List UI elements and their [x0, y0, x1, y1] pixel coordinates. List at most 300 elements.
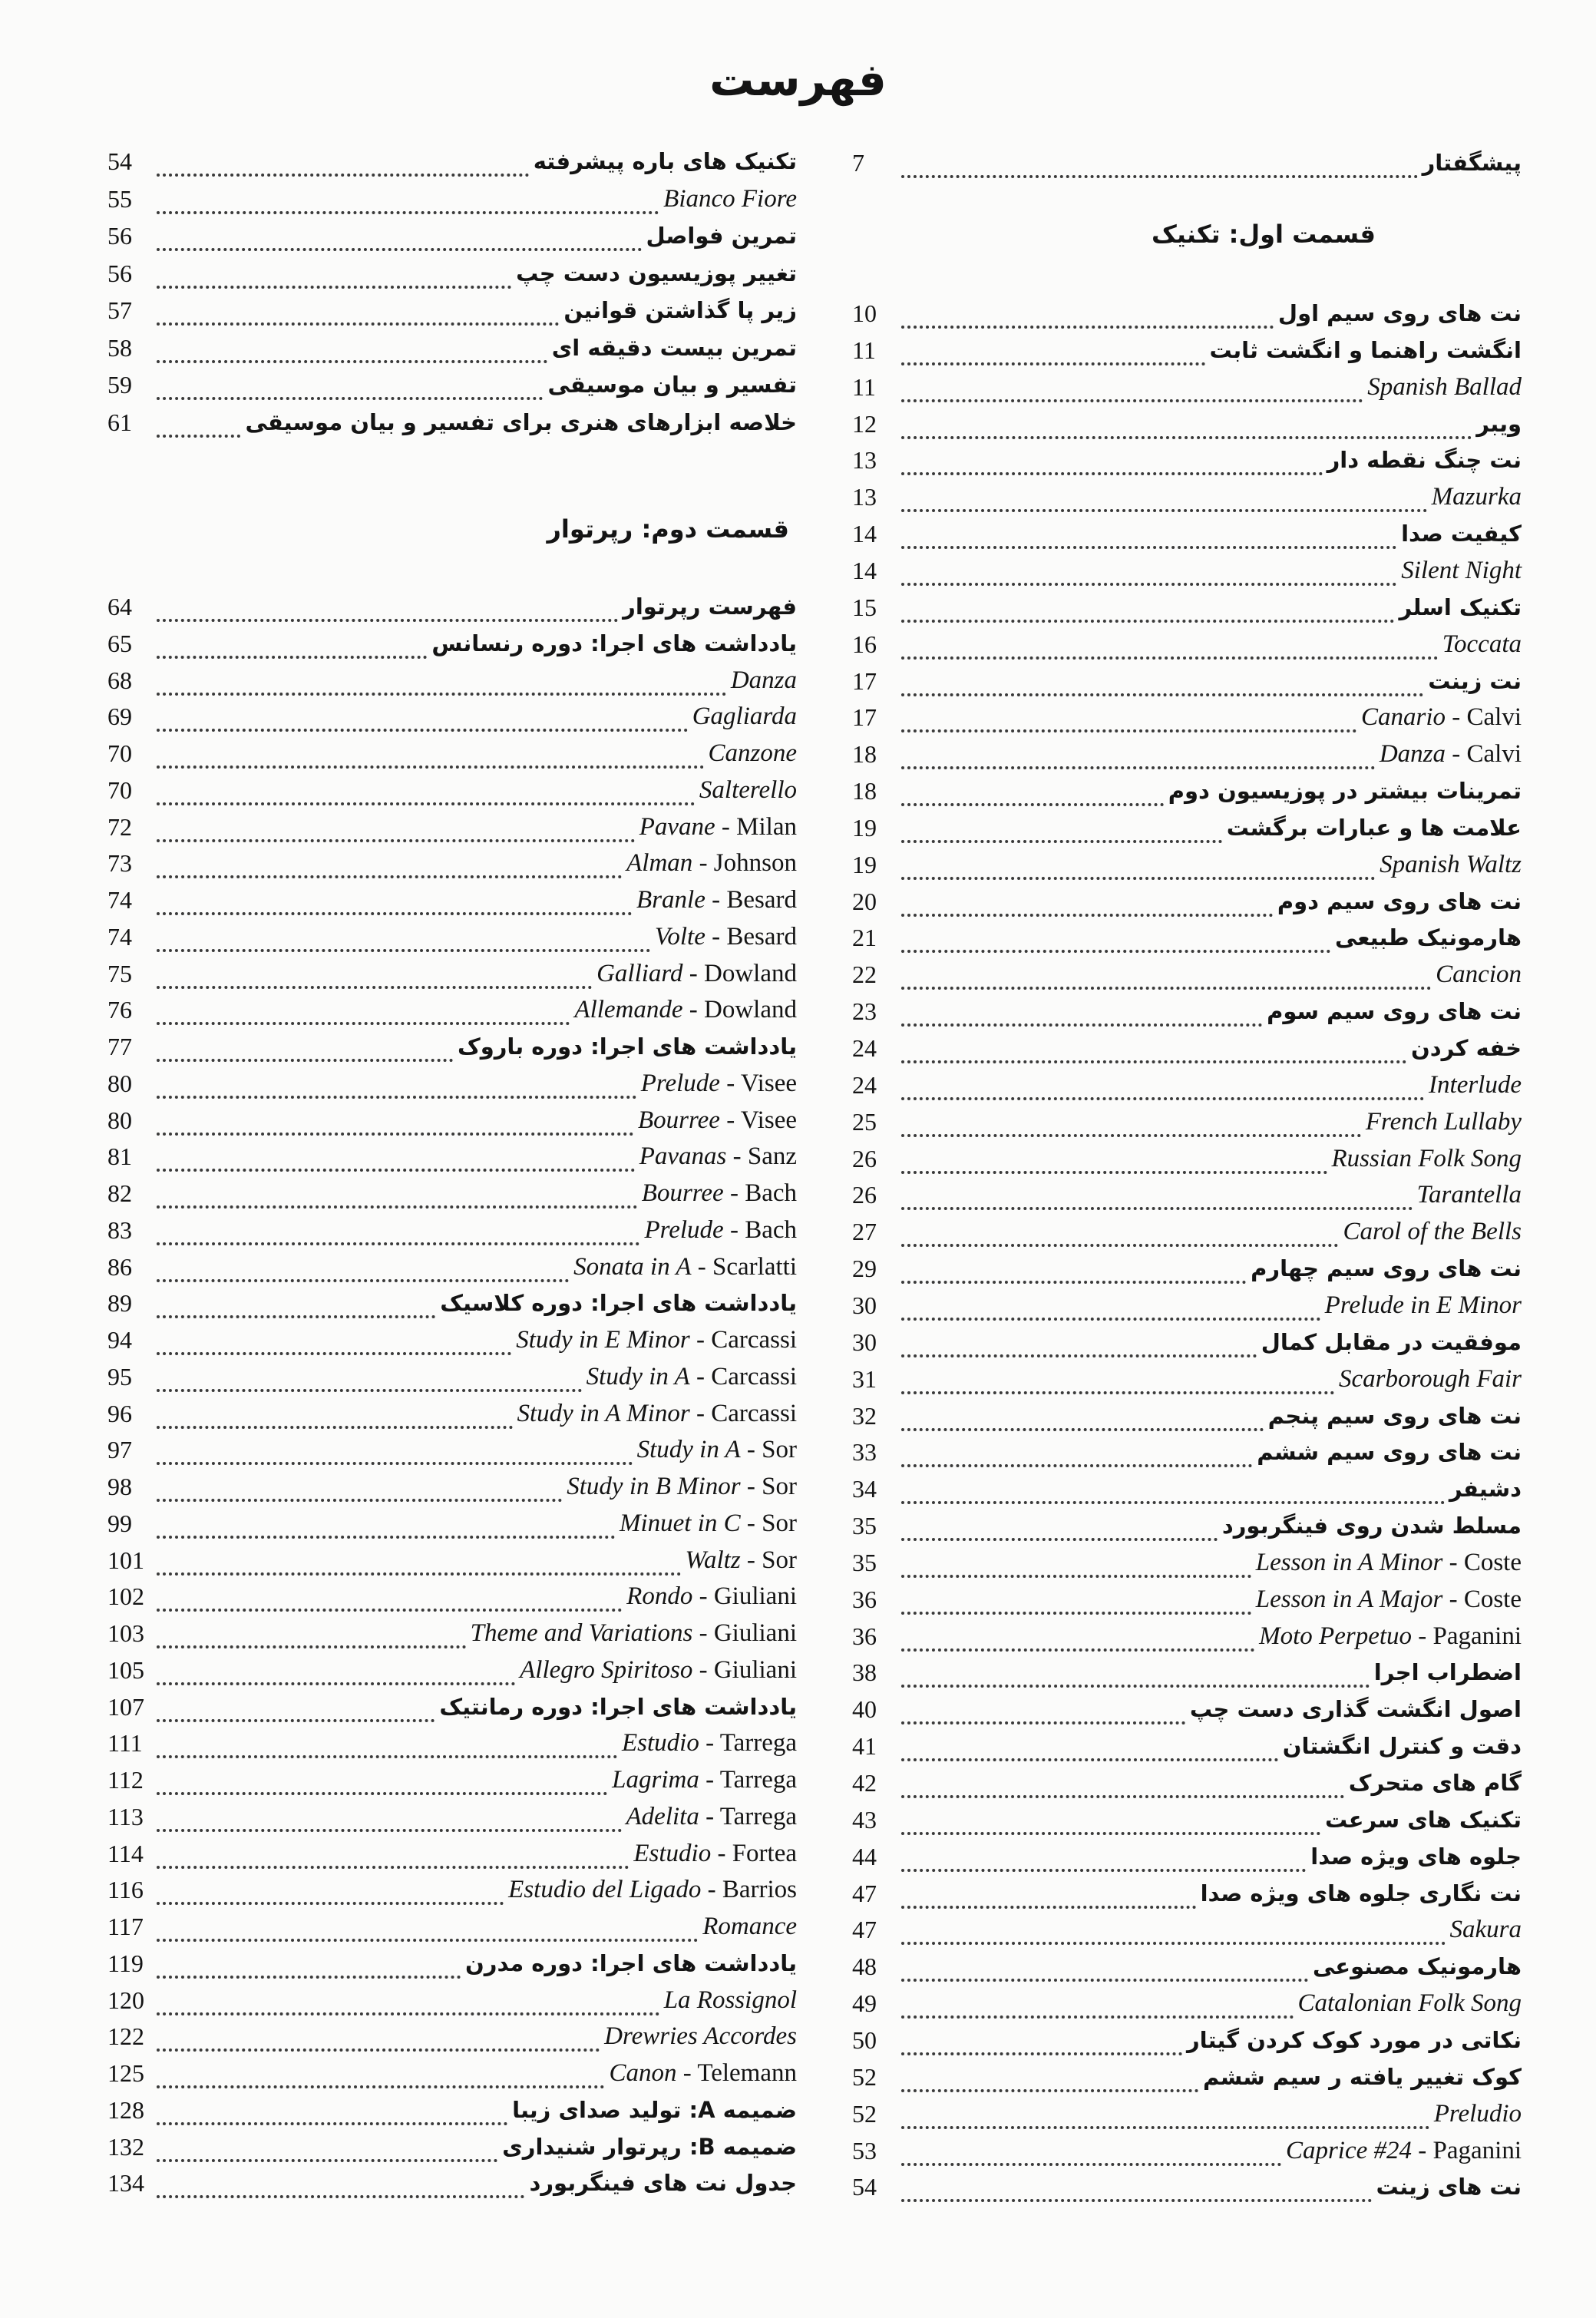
toc-page-number: 43	[852, 1805, 877, 1834]
toc-entry	[107, 918, 797, 952]
dot-leader	[157, 295, 559, 326]
toc-entry	[107, 255, 797, 289]
toc-entry	[107, 1248, 797, 1282]
dot-leader	[901, 1179, 1413, 1210]
toc-entry-title: یادداشت های اجرا: دوره رمانتیک	[439, 1693, 797, 1720]
composer-name: - Milan	[715, 812, 797, 841]
toc-entry	[852, 2168, 1522, 2202]
toc-page-number: 70	[107, 739, 132, 767]
toc-entry	[107, 1285, 797, 1318]
toc-entry-title: تمرین فواصل	[646, 223, 797, 249]
toc-entry	[107, 588, 797, 622]
toc-entry-title	[655, 921, 797, 952]
dot-leader	[901, 1951, 1308, 1982]
dot-leader	[901, 739, 1375, 769]
piece-title: Study in A	[636, 1436, 741, 1464]
dot-leader	[901, 1437, 1252, 1467]
piece-title: Lesson in A Minor	[1255, 1548, 1443, 1576]
dot-leader	[901, 445, 1323, 475]
piece-title: Gagliarda	[692, 703, 797, 731]
dot-leader	[901, 408, 1472, 439]
composer-name: - Sor	[740, 1509, 797, 1537]
toc-page-number: 26	[852, 1181, 877, 1209]
toc-entry	[107, 845, 797, 878]
toc-entry	[107, 2128, 797, 2162]
dot-leader	[157, 146, 529, 177]
toc-entry-title: کیفیت صدا	[1401, 521, 1522, 547]
toc-page-number: 47	[852, 1916, 877, 1944]
toc-entry-title	[1367, 372, 1522, 402]
toc-entry-title	[642, 1178, 797, 1209]
toc-entry-title	[1332, 1143, 1522, 1174]
piece-title: Pavane	[639, 812, 715, 841]
toc-entry-title	[639, 1141, 797, 1172]
toc-page-number: 29	[852, 1255, 877, 1283]
toc-entry	[852, 626, 1522, 660]
toc-page-number: 24	[852, 1070, 877, 1099]
toc-page-number: 53	[852, 2136, 877, 2164]
dot-leader	[901, 555, 1396, 586]
toc-entry	[107, 292, 797, 326]
piece-title: Bourree	[641, 1179, 724, 1207]
dot-leader	[157, 885, 632, 915]
toc-page-number: 76	[107, 996, 132, 1024]
toc-page-number: 132	[107, 2132, 144, 2161]
toc-page-number: 49	[852, 1989, 877, 2018]
toc-entry	[852, 1948, 1522, 1982]
piece-title: Minuet in C	[620, 1509, 741, 1537]
dot-leader	[901, 1988, 1294, 2019]
toc-page-number: 80	[107, 1069, 132, 1097]
toc-entry	[107, 1688, 797, 1722]
dot-leader	[157, 1655, 515, 1685]
toc-entry-title: جلوه های ویژه صدا	[1310, 1843, 1522, 1870]
toc-page-number: 17	[852, 703, 877, 732]
toc-entry	[107, 1431, 797, 1465]
composer-name: - Scarlatti	[691, 1252, 797, 1281]
toc-entry	[107, 1652, 797, 1685]
dot-leader	[901, 1070, 1424, 1100]
toc-page-number: 38	[852, 1658, 877, 1687]
toc-entry-title	[574, 994, 797, 1025]
piece-title: Danza	[730, 666, 797, 694]
toc-entry-title	[1442, 629, 1522, 660]
composer-name: - Coste	[1442, 1548, 1522, 1576]
toc-entry	[852, 478, 1522, 512]
piece-title: Russian Folk Song	[1331, 1144, 1522, 1172]
toc-entry-title: یادداشت های اجرا: دوره مدرن	[465, 1949, 797, 1976]
toc-entry-title	[516, 1324, 797, 1355]
toc-entry	[852, 144, 1522, 178]
toc-page-number: 97	[107, 1436, 132, 1464]
piece-title: Toccata	[1442, 630, 1522, 658]
toc-entry-title	[626, 848, 797, 878]
toc-entry	[852, 1066, 1522, 1100]
dot-leader	[157, 1545, 681, 1576]
toc-page-number: 18	[852, 740, 877, 769]
toc-entry-title: ویبر	[1476, 410, 1522, 437]
toc-entry-title: یادداشت های اجرا: دوره باروک	[458, 1033, 797, 1060]
toc-entry-title	[471, 1618, 797, 1648]
toc-entry-title: ضمیمه B: رپرتوار شنیداری	[502, 2133, 797, 2160]
toc-entry-title	[1259, 1621, 1522, 1652]
toc-entry-title	[573, 1252, 797, 1282]
piece-title: Tarantella	[1416, 1181, 1522, 1209]
dot-leader	[901, 1473, 1445, 1504]
composer-name: - Giuliani	[692, 1619, 797, 1647]
piece-title: Branle	[636, 886, 705, 914]
toc-page-number: 36	[852, 1585, 877, 1613]
toc-page-number: 107	[107, 1692, 144, 1721]
composer-name: - Paganini	[1412, 2136, 1522, 2164]
toc-entry-title	[664, 1985, 797, 2015]
dot-leader	[157, 1838, 629, 1869]
toc-entry-title	[1434, 2098, 1522, 2129]
dot-leader	[901, 518, 1396, 549]
toc-page-number: 50	[852, 2025, 877, 2054]
composer-name: - Carcassi	[689, 1326, 797, 1354]
toc-entry-title: نت های روی سیم اول	[1277, 300, 1522, 326]
toc-entry	[852, 1838, 1522, 1872]
toc-page-number: 74	[107, 922, 132, 951]
composer-name: - Barrios	[701, 1876, 797, 1904]
dot-leader	[901, 849, 1375, 880]
piece-title: Prelude	[644, 1215, 724, 1244]
toc-page-number: 83	[107, 1215, 132, 1244]
toc-entry	[107, 366, 797, 400]
dot-leader	[901, 1327, 1257, 1357]
toc-entry	[852, 1140, 1522, 1174]
toc-page-number: 116	[107, 1876, 144, 1904]
toc-entry	[107, 1798, 797, 1832]
toc-entry	[107, 1358, 797, 1392]
toc-entry	[107, 991, 797, 1025]
composer-name: - Bach	[723, 1215, 797, 1244]
toc-entry-title	[709, 738, 798, 769]
dot-leader	[157, 1985, 659, 2015]
dot-leader	[157, 407, 240, 438]
toc-entry	[852, 1875, 1522, 1909]
toc-entry	[852, 1691, 1522, 1724]
toc-entry-title: نت های روی سیم سوم	[1267, 998, 1522, 1025]
toc-entry-title	[1343, 1216, 1522, 1247]
toc-entry-title: یادداشت های اجرا: دوره رنسانس	[431, 630, 797, 656]
piece-title: French Lullaby	[1365, 1107, 1522, 1136]
toc-entry	[852, 1176, 1522, 1210]
composer-name: - Tarrega	[699, 1802, 797, 1830]
toc-entry	[107, 1578, 797, 1612]
toc-page-number: 54	[852, 2173, 877, 2201]
toc-entry	[852, 515, 1522, 549]
dot-leader	[157, 665, 726, 696]
piece-title: Interlude	[1429, 1070, 1522, 1099]
toc-entry	[852, 1103, 1522, 1137]
dot-leader	[157, 184, 659, 214]
dot-leader	[901, 1400, 1264, 1431]
toc-entry-title	[1361, 702, 1522, 732]
toc-entry-title: نت های روی سیم ششم	[1257, 1439, 1522, 1466]
composer-name: - Sor	[740, 1473, 797, 1500]
piece-title: Bourree	[638, 1106, 720, 1134]
toc-entry-title: خفه کردن	[1411, 1035, 1522, 1061]
toc-entry-title	[622, 1728, 797, 1758]
toc-page-number: 134	[107, 2169, 144, 2197]
toc-entry-title	[641, 1068, 797, 1099]
piece-title: Allegro Spiritoso	[520, 1655, 693, 1684]
piece-title: Prelude in E Minor	[1324, 1291, 1522, 1319]
toc-entry	[107, 1908, 797, 1942]
toc-entry-title	[699, 775, 797, 805]
toc-page-number: 21	[852, 924, 877, 952]
dot-leader	[157, 1801, 622, 1832]
toc-entry-title: دقت و کنترل انگشتان	[1282, 1733, 1522, 1760]
dot-leader	[901, 1878, 1196, 1909]
dot-leader	[157, 1691, 435, 1722]
composer-name: - Calvi	[1446, 703, 1522, 732]
toc-entry	[107, 881, 797, 915]
toc-entry-title	[1286, 2135, 1522, 2166]
toc-entry	[107, 1212, 797, 1245]
dot-leader	[901, 1143, 1327, 1174]
toc-entry-title: تغییر پوزیسیون دست چپ	[516, 260, 797, 286]
toc-entry	[107, 217, 797, 251]
toc-entry-title: تکنیک اسلر	[1399, 594, 1522, 620]
toc-page-number: 74	[107, 886, 132, 914]
toc-page-number: 20	[852, 887, 877, 915]
toc-page-number: 99	[107, 1509, 132, 1537]
toc-entry-title: نت های روی سیم پنجم	[1267, 1402, 1522, 1429]
piece-title: Silent Night	[1401, 556, 1522, 584]
toc-entry-title	[626, 1581, 797, 1612]
toc-page-number: 68	[107, 666, 132, 694]
toc-entry-title	[1450, 1914, 1522, 1945]
toc-page-number: 105	[107, 1655, 144, 1684]
dot-leader	[157, 2168, 524, 2198]
dot-leader	[901, 1767, 1344, 1798]
toc-entry-title	[644, 1215, 797, 1245]
toc-entry-title: انگشت راهنما و انگشت ثابت	[1209, 336, 1522, 363]
toc-page-number: 52	[852, 2099, 877, 2128]
toc-entry-title: موفقیت در مقابل کمال	[1261, 1328, 1522, 1355]
composer-name: - Sor	[740, 1436, 797, 1464]
toc-entry-title	[609, 2058, 797, 2088]
toc-page-number: 72	[107, 812, 132, 841]
dot-leader	[901, 959, 1431, 990]
toc-entry-title	[633, 1838, 797, 1869]
toc-entry-title	[638, 1105, 797, 1136]
dot-leader	[157, 1911, 698, 1942]
dot-leader	[157, 1215, 639, 1245]
toc-entry-title: ضمیمه A: تولید صدای زیبا	[512, 2096, 797, 2123]
dot-leader	[157, 738, 704, 769]
toc-entry-title: علامت ها و عبارات برگشت	[1226, 814, 1522, 841]
toc-entry-title	[1339, 1364, 1522, 1394]
toc-entry-title	[1436, 959, 1522, 990]
toc-entry-title: نت های روی سیم چهارم	[1251, 1255, 1522, 1282]
piece-title: Canario	[1360, 703, 1446, 732]
toc-entry	[107, 1871, 797, 1905]
toc-entry-title: تمرین بیست دقیقه ای	[551, 334, 797, 361]
dot-leader	[157, 848, 622, 878]
toc-entry	[852, 1287, 1522, 1321]
dot-leader	[157, 369, 543, 400]
toc-page-number: 77	[107, 1033, 132, 1060]
toc-page-number: 36	[852, 1622, 877, 1650]
dot-leader	[157, 1252, 569, 1282]
toc-entry	[107, 735, 797, 769]
composer-name: - Besard	[705, 886, 797, 914]
dot-leader	[157, 1398, 513, 1429]
piece-title: Sonata in A	[573, 1252, 692, 1281]
toc-entry-title	[663, 184, 797, 214]
piece-title: Study in A Minor	[517, 1399, 690, 1427]
dot-leader	[901, 592, 1394, 623]
toc-entry-title: زیر پا گذاشتن قوانین	[563, 297, 797, 323]
toc-entry	[852, 2095, 1522, 2129]
piece-title: Estudio	[621, 1729, 699, 1758]
dot-leader	[901, 702, 1356, 732]
toc-entry	[852, 663, 1522, 696]
dot-leader	[901, 1364, 1334, 1394]
dot-leader	[157, 1324, 511, 1355]
piece-title: La Rossignol	[663, 1986, 797, 2014]
toc-entry	[107, 1505, 797, 1539]
toc-entry-title: خلاصه ابزارهای هنری برای تفسیر و بیان موسیقی	[245, 408, 797, 435]
dot-leader	[157, 1728, 617, 1758]
toc-entry	[107, 1102, 797, 1136]
piece-title: Lesson in A Major	[1255, 1585, 1443, 1613]
composer-name: - Carcassi	[689, 1399, 797, 1427]
toc-entry-title	[596, 958, 797, 989]
toc-entry	[107, 143, 797, 177]
toc-entry	[107, 662, 797, 696]
toc-entry	[852, 1507, 1522, 1541]
toc-page-number: 56	[107, 259, 132, 287]
composer-name: - Visee	[719, 1106, 797, 1134]
toc-page-number: 122	[107, 2022, 144, 2051]
toc-page-number: 89	[107, 1289, 132, 1318]
toc-entry-title: هارمونیک مصنوعی	[1312, 1953, 1522, 1980]
dot-leader	[901, 1804, 1320, 1835]
toc-page-number: 27	[852, 1218, 877, 1246]
toc-page-number: 31	[852, 1364, 877, 1393]
toc-entry	[852, 2058, 1522, 2092]
dot-leader	[157, 1361, 582, 1392]
dot-leader	[157, 1471, 562, 1502]
dot-leader	[901, 335, 1205, 365]
dot-leader	[157, 1031, 453, 1062]
toc-page-number: 81	[107, 1142, 132, 1171]
toc-page-number: 61	[107, 408, 132, 436]
toc-entry	[107, 2164, 797, 2198]
toc-page-number: 64	[107, 593, 132, 620]
dot-leader	[901, 2171, 1372, 2202]
toc-entry	[852, 1361, 1522, 1394]
toc-entry-title: تمرینات بیشتر در پوزیسیون دوم	[1168, 778, 1522, 805]
toc-page-number: 125	[107, 2059, 144, 2087]
dot-leader	[901, 1621, 1254, 1652]
toc-page-number: 30	[852, 1291, 877, 1319]
toc-page-number: 57	[107, 296, 132, 324]
toc-entry-title	[567, 1471, 797, 1502]
dot-leader	[157, 2131, 497, 2162]
toc-page-number: 103	[107, 1619, 144, 1647]
toc-entry-title	[1325, 1290, 1522, 1321]
toc-page-number: 59	[107, 371, 132, 398]
toc-entry-title	[1256, 1547, 1522, 1578]
piece-title: Volte	[654, 922, 705, 951]
toc-entry	[107, 1321, 797, 1355]
toc-entry	[852, 772, 1522, 806]
piece-title: Salterello	[699, 775, 797, 804]
piece-title: Carol of the Bells	[1343, 1218, 1522, 1246]
toc-page-number: 33	[852, 1438, 877, 1467]
dot-leader	[901, 666, 1423, 696]
piece-title: Spanish Ballad	[1367, 372, 1522, 401]
toc-entry	[852, 1801, 1522, 1835]
toc-entry	[107, 955, 797, 989]
toc-page-number: 42	[852, 1769, 877, 1797]
piece-title: Caprice #24	[1285, 2136, 1413, 2164]
piece-title: Preludio	[1433, 2099, 1522, 2128]
toc-entry	[852, 1470, 1522, 1504]
toc-entry-title	[702, 1911, 797, 1942]
toc-page-number: 41	[852, 1732, 877, 1761]
toc-page-number: 11	[852, 336, 876, 364]
toc-entry	[852, 1618, 1522, 1652]
piece-title: Study in B Minor	[567, 1473, 741, 1500]
composer-name: - Besard	[705, 922, 797, 951]
piece-title: Canon	[609, 2059, 677, 2087]
dot-leader	[157, 2058, 604, 2088]
piece-title: Danza	[1379, 740, 1446, 769]
toc-page-number: 58	[107, 333, 132, 362]
dot-leader	[157, 1874, 504, 1905]
toc-page-number: 75	[107, 959, 132, 987]
dot-leader	[157, 332, 547, 363]
toc-page-number: 95	[107, 1362, 132, 1390]
toc-entry	[852, 809, 1522, 843]
piece-title: Scarborough Fair	[1338, 1364, 1522, 1393]
toc-entry	[852, 2132, 1522, 2166]
toc-page-number: 34	[852, 1475, 877, 1503]
toc-entry-title: اصول انگشت گذاری دست چپ	[1189, 1696, 1522, 1723]
toc-entry	[852, 1911, 1522, 1945]
toc-page-number: 23	[852, 997, 877, 1026]
toc-page-number: 7	[852, 149, 864, 177]
toc-page-number: 101	[107, 1546, 144, 1574]
toc-page-number: 48	[852, 1953, 877, 1981]
toc-entry	[852, 369, 1522, 402]
toc-entry-title	[1429, 1070, 1522, 1100]
toc-entry-title: تکنیک های سرعت	[1325, 1806, 1522, 1833]
toc-entry	[107, 329, 797, 363]
dot-leader	[901, 812, 1222, 843]
toc-entry	[852, 883, 1522, 917]
toc-entry-title	[1401, 555, 1522, 586]
toc-page-number: 128	[107, 2095, 144, 2124]
dot-leader	[901, 481, 1427, 512]
dot-leader	[157, 1764, 607, 1795]
toc-entry	[852, 332, 1522, 365]
toc-entry	[852, 846, 1522, 880]
toc-entry-title: تکنیک های باره پیشرفته	[533, 148, 797, 174]
toc-page-number: 73	[107, 849, 132, 878]
toc-entry	[107, 1468, 797, 1502]
toc-page-number: 35	[852, 1512, 877, 1540]
dot-leader	[901, 922, 1330, 953]
toc-page-number: 55	[107, 184, 132, 213]
